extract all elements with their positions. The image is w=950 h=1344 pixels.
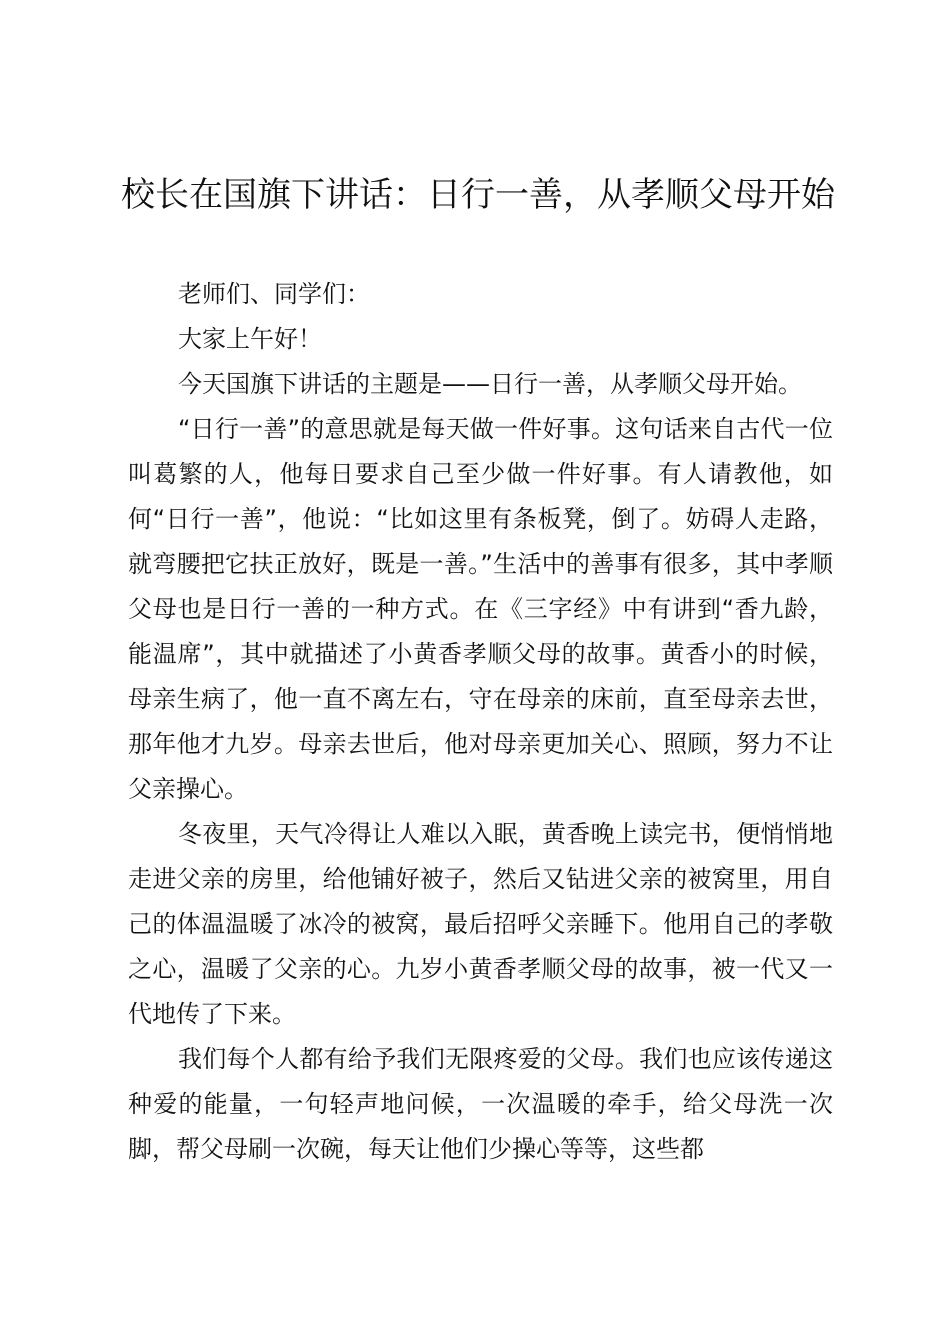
paragraph-winter-night: 冬夜里，天气冷得让人难以入眠，黄香晚上读完书，便悄悄地走进父亲的房里，给他铺好被子，然后又钻进父亲的被窝里，用自己的体温温暖了冰冷的被窝，最后招呼父亲睡下。他用自己的孝敬之心，温暖了父亲的心。九岁小黄香孝顺父母的故事，被一代又一代地传了下来。 (128, 820, 833, 1028)
paragraph-greeting: 老师们、同学们： (178, 280, 370, 308)
paragraph-rixingyishan: “日行一善”的意思就是每天做一件好事。这句话来自古代一位叫葛繁的人，他每日要求自己至少做一件好事。有人请教他，如何“日行一善”，他说：“比如这里有条板凳，倒了。妨碍人走路，就弯腰把它扶正放好，既是一善。”生活中的善事有很多，其中孝顺父母也是日行一善的一种方式。在《三字经》中有讲到“香九龄，能温席”，其中就描述了小黄香孝顺父母的故事。黄香小的时候，母亲生病了，他一直不离左右，守在母亲的床前，直至母亲去世，那年他才九岁。母亲去世后，他对母亲更加关心、照顾，努力不让父亲操心。 (128, 415, 833, 803)
document-title: 校长在国旗下讲话：日行一善，从孝顺父母开始 (121, 175, 835, 215)
paragraph-hello: 大家上午好！ (178, 325, 322, 353)
paragraph-our-parents: 我们每个人都有给予我们无限疼爱的父母。我们也应该传递这种爱的能量，一句轻声地问候，一次温暖的牵手，给父母洗一次脚，帮父母刷一次碗，每天让他们少操心等等，这些都 (128, 1045, 833, 1163)
document-body (128, 272, 833, 1172)
paragraph-theme: 今天国旗下讲话的主题是——日行一善，从孝顺父母开始。 (178, 370, 802, 398)
